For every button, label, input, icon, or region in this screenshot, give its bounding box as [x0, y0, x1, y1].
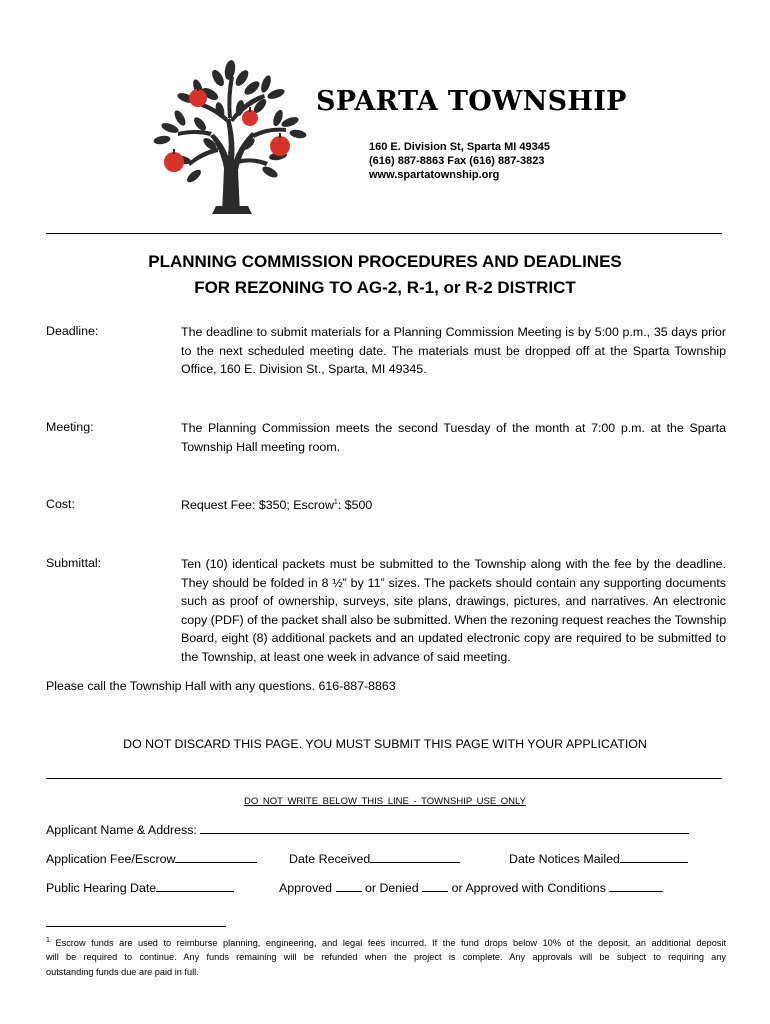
footnote-mark: 1: [46, 936, 50, 944]
org-address: 160 E. Division St, Sparta MI 49345: [369, 141, 550, 153]
org-website: www.spartatownship.org: [369, 169, 500, 181]
hearing-field[interactable]: [156, 879, 234, 892]
date-notices-row: [509, 850, 688, 866]
apple-tree-icon: [140, 48, 320, 214]
denied-label: Denied: [379, 881, 419, 895]
deadline-line: to the next scheduled meeting date. The materials must be dropped off at the Sparta Township: [181, 343, 726, 358]
cost-text: [181, 496, 726, 515]
meeting-label: Meeting:: [46, 420, 94, 434]
footnote: [46, 936, 726, 979]
meeting-text: [181, 419, 726, 456]
cost-fee-text: Request Fee: $350; Escrow: [181, 498, 334, 512]
submittal-line: the Township, at least one week in advance of said meeting.: [181, 649, 511, 664]
date-received-field[interactable]: [370, 850, 460, 863]
hearing-label: Public Hearing Date: [46, 881, 157, 895]
date-notices-field[interactable]: [620, 850, 688, 863]
submittal-line: Board, eight (8) additional packets and an updated electronic copy are required to be submitted to: [181, 631, 726, 646]
footnote-divider: [46, 926, 226, 927]
cost-escrow-text: : $500: [337, 498, 373, 512]
meeting-line: The Planning Commission meets the second Tuesday of the month at 7:00 p.m. at the Sparta: [181, 421, 726, 435]
deadline-text: [181, 323, 726, 379]
org-contact: [369, 140, 550, 182]
approved-field[interactable]: [336, 879, 362, 892]
cost-label: Cost:: [46, 497, 75, 511]
footnote-line: will be required to continue. Any funds remaining will be refunded when the project is complete. Any approvals will be subject to requiring any: [46, 952, 726, 963]
approved-conditions-field[interactable]: [609, 879, 663, 892]
cost-line: [181, 496, 726, 515]
deadline-label: Deadline:: [46, 324, 99, 338]
call-note: Please call the Township Hall with any questions. 616-887-8863: [46, 679, 396, 693]
decision-row: [279, 879, 663, 895]
submittal-line: Ten (10) identical packets must be submitted to the Township along with the fee by the deadline.: [181, 557, 726, 571]
applicant-label: Applicant Name & Address:: [46, 823, 197, 837]
header-divider: [46, 233, 722, 234]
denied-field[interactable]: [422, 879, 448, 892]
submittal-text: [181, 555, 726, 667]
org-phone-fax: (616) 887-8863 Fax (616) 887-3823: [369, 155, 545, 167]
date-notices-label: Date Notices Mailed: [509, 852, 620, 866]
fee-row: [46, 850, 257, 866]
or-text: or: [364, 881, 376, 895]
office-use-note: DO NOT WRITE BELOW THIS LINE - TOWNSHIP USE ONLY: [244, 796, 526, 807]
section-divider: [46, 778, 722, 779]
applicant-field[interactable]: [200, 821, 689, 834]
deadline-line: The deadline to submit materials for a Planning Commission Meeting is by 5:00 p.m., 35 days prior: [181, 325, 726, 339]
submittal-label: Submittal:: [46, 556, 102, 570]
footnote-line: [46, 936, 726, 950]
footnote-text: Escrow funds are used to reimburse planning, engineering, and legal fees incurred. If the fund drops below 10% of the deposit, an additional deposit: [55, 938, 727, 948]
document-title-line-1: PLANNING COMMISSION PROCEDURES AND DEADLINES: [148, 252, 622, 271]
approved-label: Approved: [279, 881, 333, 895]
document-title-line-2: FOR REZONING TO AG-2, R-1, or R-2 DISTRICT: [194, 278, 576, 297]
meeting-line: Township Hall meeting room.: [181, 439, 341, 454]
submittal-line: They should be folded in 8 ½” by 11” sizes. The packets should contain any supporting documents: [181, 575, 726, 590]
date-received-row: [289, 850, 460, 866]
deadline-line: Office, 160 E. Division St., Sparta, MI 49345.: [181, 362, 427, 377]
footnote-mark: 1: [333, 498, 338, 506]
org-name: SPARTA TOWNSHIP: [316, 86, 627, 117]
applicant-row: [46, 821, 689, 837]
submittal-line: such as proof of ownership, surveys, site plans, drawings, pictures, and narratives. An electronic: [181, 594, 726, 609]
submittal-line: copy (PDF) of the packet shall also be submitted. When the rezoning request reaches the Township: [181, 612, 727, 627]
fee-field[interactable]: [175, 850, 257, 863]
footnote-line: outstanding funds due are paid in full.: [46, 966, 199, 977]
submit-notice: DO NOT DISCARD THIS PAGE. YOU MUST SUBMIT THIS PAGE WITH YOUR APPLICATION: [123, 737, 647, 751]
approved-conditions-label: or Approved with Conditions: [451, 881, 606, 895]
date-received-label: Date Received: [289, 852, 371, 866]
hearing-row: [46, 879, 234, 895]
fee-label: Application Fee/Escrow: [46, 852, 176, 866]
